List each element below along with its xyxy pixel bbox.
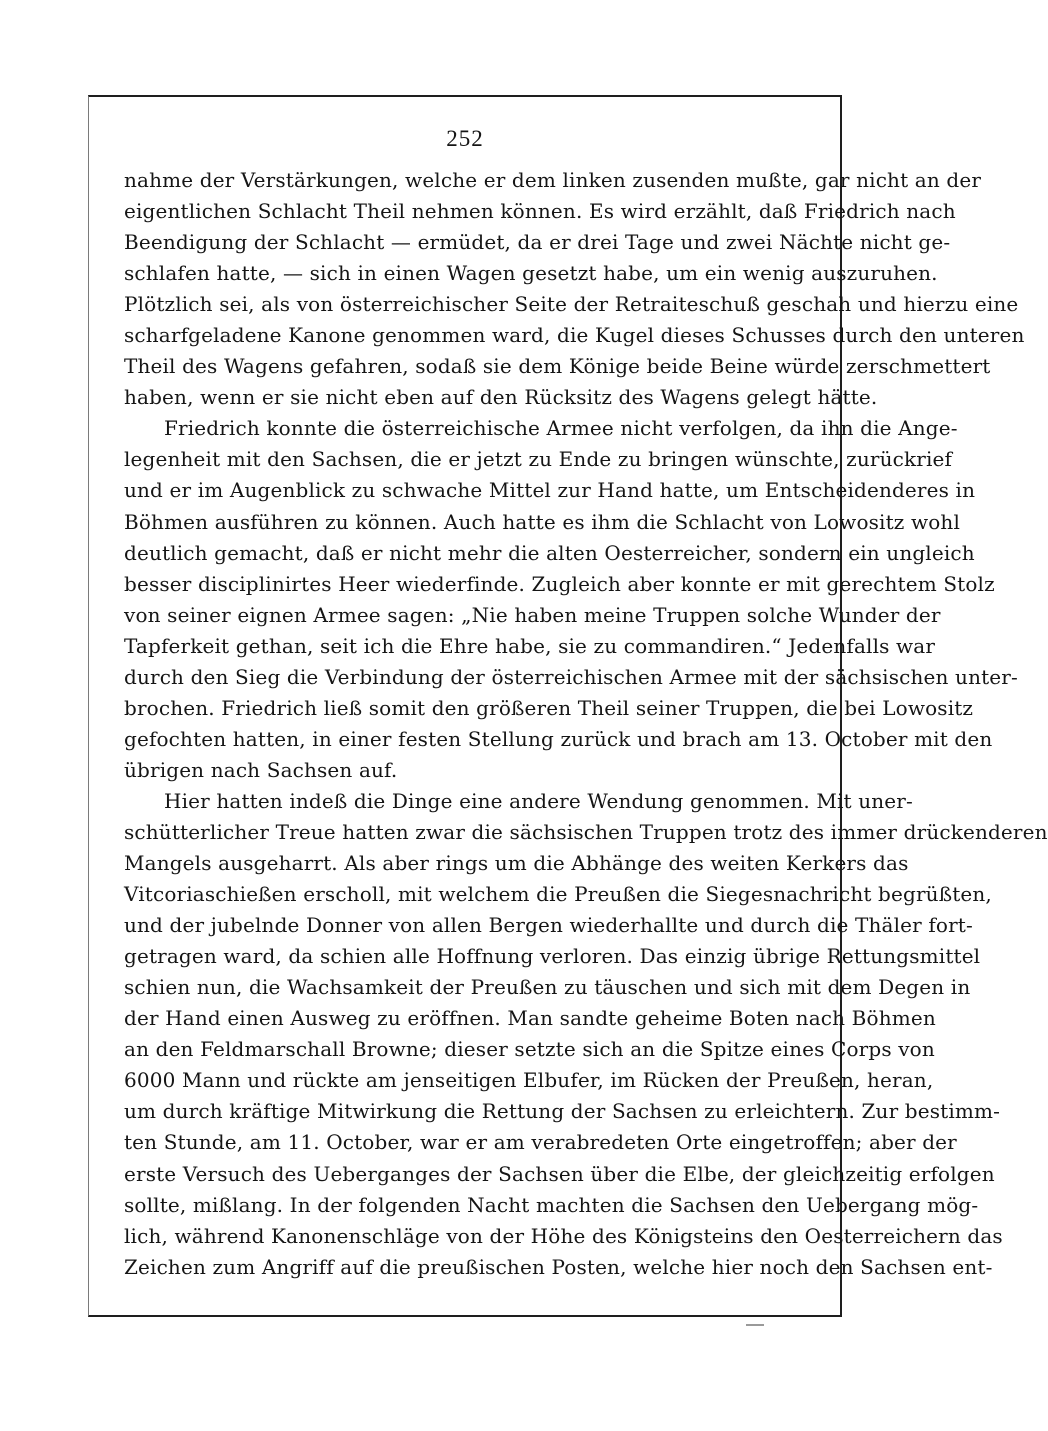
text-line: gefochten hatten, in einer festen Stellung zurück und brach am 13. October mit den [124, 726, 993, 751]
text-line: schlafen hatte, — sich in einen Wagen gesetzt habe, um ein wenig auszuruhen. [124, 261, 938, 286]
text-line: Vitcoriaschießen erscholl, mit welchem die Preußen die Siegesnachricht begrüßten, [124, 882, 992, 907]
text-line: schien nun, die Wachsamkeit der Preußen zu täuschen und sich mit dem Degen in [124, 975, 971, 1000]
scan-mark [746, 1324, 764, 1326]
body-text [124, 165, 1048, 1283]
text-line: eigentlichen Schlacht Theil nehmen können. Es wird erzählt, daß Friedrich nach [124, 199, 956, 224]
text-line: an den Feldmarschall Browne; dieser setzte sich an die Spitze eines Corps von [124, 1037, 935, 1062]
text-line: sollte, mißlang. In der folgenden Nacht machten die Sachsen den Uebergang mög- [124, 1192, 979, 1217]
text-line: Friedrich konnte die österreichische Armee nicht verfolgen, da ihn die Ange- [164, 416, 958, 441]
text-line: durch den Sieg die Verbindung der österreichischen Armee mit der sächsischen unter- [124, 664, 1018, 689]
text-line: Beendigung der Schlacht — ermüdet, da er drei Tage und zwei Nächte nicht ge- [124, 230, 951, 255]
text-line: nahme der Verstärkungen, welche er dem linken zusenden mußte, gar nicht an der [124, 168, 982, 192]
text-line: und er im Augenblick zu schwache Mittel zur Hand hatte, um Entscheidenderes in [124, 478, 976, 503]
text-line: lich, während Kanonenschläge von der Höhe des Königsteins den Oesterreichern das [124, 1223, 1003, 1248]
page-number: 252 [446, 126, 484, 151]
text-line: brochen. Friedrich ließ somit den größeren Theil seiner Truppen, die bei Lowositz [124, 695, 974, 720]
text-line: haben, wenn er sie nicht eben auf den Rücksitz des Wagens gelegt hätte. [124, 385, 878, 410]
text-line: Böhmen ausführen zu können. Auch hatte es ihm die Schlacht von Lowositz wohl [124, 509, 961, 534]
text-line: Hier hatten indeß die Dinge eine andere Wendung genommen. Mit uner- [164, 788, 913, 813]
text-line: besser disciplinirtes Heer wiederfinde. Zugleich aber konnte er mit gerechtem Stolz [124, 571, 995, 596]
text-line: Plötzlich sei, als von österreichischer Seite der Retraiteschuß geschah und hierzu eine [124, 292, 1019, 317]
text-line: Tapferkeit gethan, seit ich die Ehre habe, sie zu commandiren.“ Jedenfalls war [124, 633, 936, 658]
text-line: Theil des Wagens gefahren, sodaß sie dem Könige beide Beine würde zerschmettert [124, 354, 991, 379]
text-line: deutlich gemacht, daß er nicht mehr die alten Oesterreicher, sondern ein ungleich [124, 540, 975, 565]
text-line: der Hand einen Ausweg zu eröffnen. Man sandte geheime Boten nach Böhmen [124, 1006, 936, 1031]
text-line: getragen ward, da schien alle Hoffnung verloren. Das einzig übrige Rettungsmittel [124, 944, 981, 969]
text-line: 6000 Mann und rückte am jenseitigen Elbufer, im Rücken der Preußen, heran, [124, 1068, 934, 1093]
text-line: schütterlicher Treue hatten zwar die sächsischen Truppen trotz des immer drückenderen [124, 819, 1048, 844]
text-line: um durch kräftige Mitwirkung die Rettung der Sachsen zu erleichtern. Zur bestimm- [124, 1099, 1001, 1124]
text-line: erste Versuch des Ueberganges der Sachsen über die Elbe, der gleichzeitig erfolgen [124, 1161, 995, 1186]
text-line: Mangels ausgeharrt. Als aber rings um die Abhänge des weiten Kerkers das [124, 851, 909, 876]
text-line: legenheit mit den Sachsen, die er jetzt zu Ende zu bringen wünschte, zurückrief [124, 447, 953, 472]
text-line: von seiner eignen Armee sagen: „Nie haben meine Truppen solche Wunder der [124, 602, 941, 627]
text-line: Zeichen zum Angriff auf die preußischen Posten, welche hier noch den Sachsen ent- [124, 1254, 993, 1279]
text-line: und der jubelnde Donner von allen Bergen wiederhallte und durch die Thäler fort- [124, 913, 973, 938]
text-line: scharfgeladene Kanone genommen ward, die Kugel dieses Schusses durch den unteren [124, 323, 1025, 348]
text-line: übrigen nach Sachsen auf. [124, 757, 398, 782]
text-line: ten Stunde, am 11. October, war er am verabredeten Orte eingetroffen; aber der [124, 1130, 957, 1155]
